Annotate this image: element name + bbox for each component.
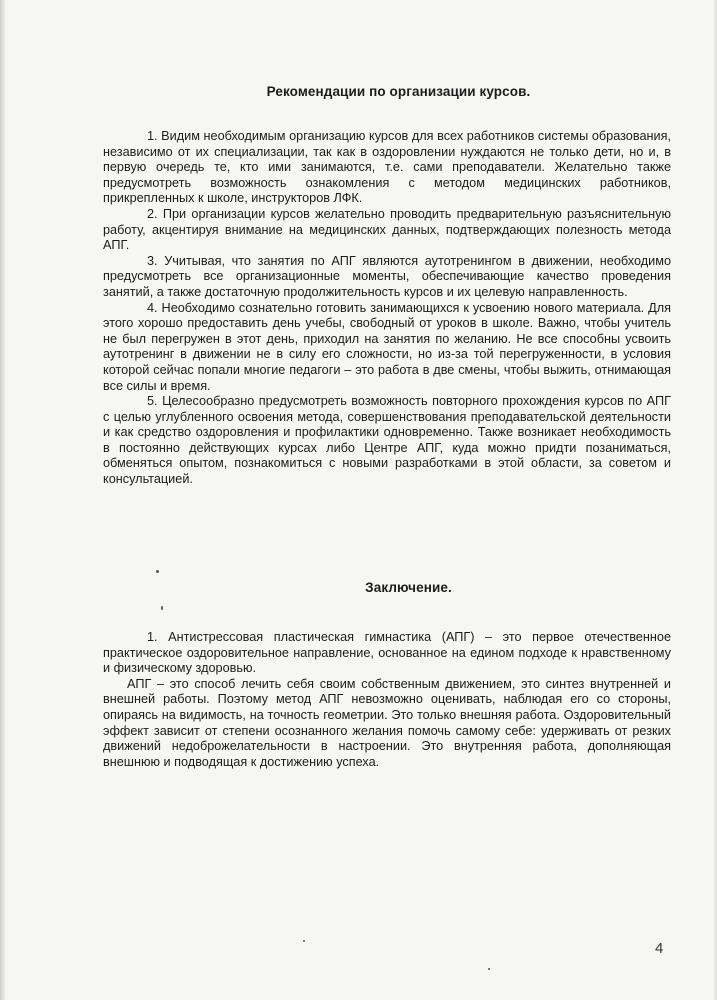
- conclusion-paragraph-1: 1. Антистрессовая пластическая гимнастика (АПГ) – это первое отечественное практическое оздоровительное направление, основанное на едином подходе к нравственному и физическому здоровью.: [103, 630, 671, 676]
- recommendation-paragraph-4: 4. Необходимо сознательно готовить занимающихся к усвоению нового материала. Для этого хорошо предоставить день учебы, свободный от уроков в школе. Важно, чтобы учитель не был перегружен в этот день, приходил на занятия по желанию. Не все способны усвоить аутотренинг в движении не в силу его сложности, но из-за той перегруженности, в условия которой сейчас попали многие педагоги – это работа в две смены, чтобы выжить, отнимающая все силы и время.: [103, 300, 671, 393]
- section-title-recommendations: Рекомендации по организации курсов.: [266, 84, 531, 99]
- recommendation-paragraph-2: 2. При организации курсов желательно проводить предварительную разъяснительную работу, акцентируя внимание на медицинских данных, подтверждающих полезность метода АПГ.: [103, 206, 671, 253]
- scan-speck: [156, 570, 159, 573]
- section-title-conclusion: Заключение.: [365, 580, 452, 595]
- conclusion-paragraph-2: АПГ – это способ лечить себя своим собственным движением, это синтез внутренней и внешней работы. Поэтому метод АПГ невозможно оценивать, наблюдая его со стороны, опираясь на видимость, на точность геометрии. Это только внешняя работа. Оздоровительный эффект зависит от степени осознанного желания помочь самому себе: удерживать от резких движений недоброжелательности в настроении. Это внутренняя работа, дополняющая внешнюю и подводящая к достижению успеха.: [103, 676, 671, 769]
- recommendation-paragraph-1: 1. Видим необходимым организацию курсов для всех работников системы образования, независимо от их специализации, так как в оздоровлении нуждаются не только дети, но и, в первую очередь те, кто ими занимаются, т.е. сами преподаватели. Желательно также предусмотреть возможность ознакомления с методом медицинских работников, прикрепленных к школе, инструкторов ЛФК.: [103, 129, 671, 206]
- recommendation-paragraph-3: 3. Учитывая, что занятия по АПГ являются аутотренингом в движении, необходимо предусмотреть все организационные моменты, обеспечивающие качество проведения занятий, а также достаточную продолжительность курсов и их целевую направленность.: [103, 253, 671, 299]
- page-number: 4: [655, 940, 664, 957]
- recommendations-body: [103, 129, 671, 488]
- scan-left-edge-shadow: [0, 0, 6, 1000]
- scan-right-edge-shadow: [713, 0, 717, 1000]
- scan-speck: [488, 968, 490, 970]
- recommendation-paragraph-5: 5. Целесообразно предусмотреть возможность повторного прохождения курсов по АПГ с целью углубленного освоения метода, совершенствования преподавательской деятельности и как средство оздоровления и профилактики одновременно. Также возникает необходимость в постоянно действующих курсах либо Центре АПГ, куда можно придти позаниматься, обменяться опытом, познакомиться с новыми разработками в этой области, за советом и консультацией.: [103, 394, 671, 487]
- scan-speck: [161, 606, 163, 610]
- conclusion-body: [103, 630, 671, 770]
- scan-speck: [303, 940, 305, 942]
